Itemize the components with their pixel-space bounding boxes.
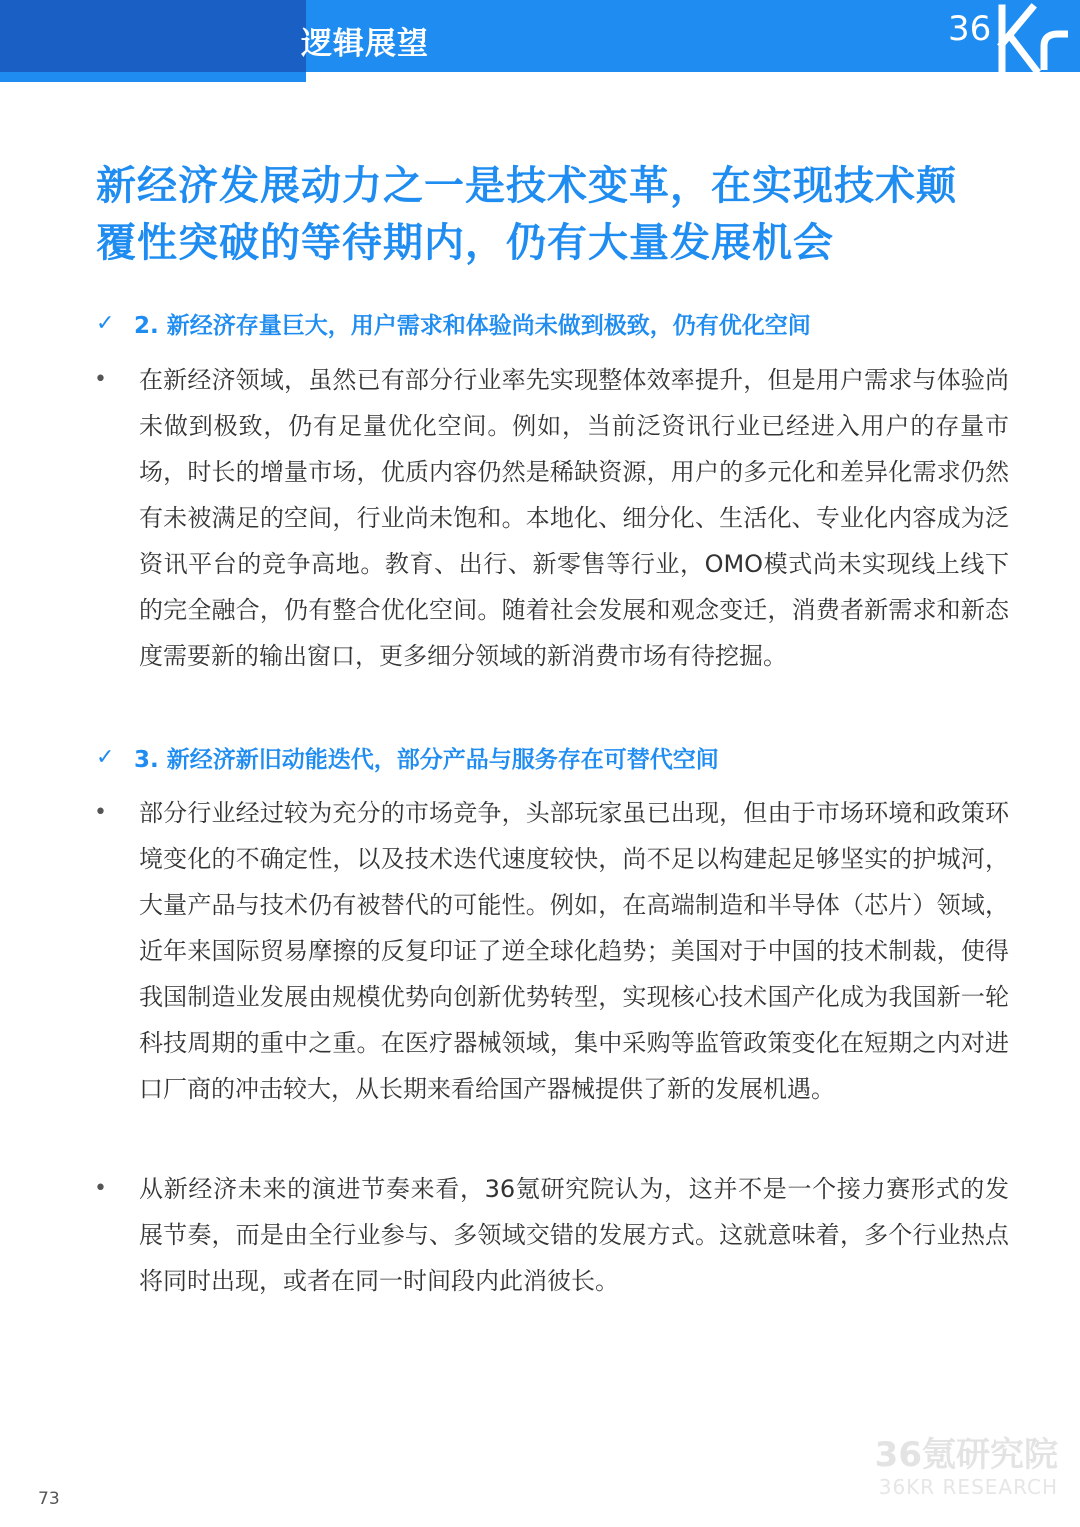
watermark (858, 1435, 1058, 1499)
subheading-2 (96, 307, 1016, 340)
main-title: 新经济发展动力之一是技术变革，在实现技术颠覆性突破的等待期内，仍有大量发展机会 (96, 163, 957, 266)
bullet-icon: • (94, 1176, 107, 1201)
section-title: 逻辑展望 (301, 26, 429, 62)
36kr-logo (940, 0, 1080, 72)
paragraph: 从新经济未来的演进节奏来看，36氪研究院认为，这并不是一个接力赛形式的发展节奏，而是由全行业参与、多领域交错的发展方式。这就意味着，多个行业热点将同时出现，或者在同一时间段内此消彼长。 (139, 1175, 1009, 1295)
bullet-icon: • (94, 800, 107, 825)
header-accent-block (0, 0, 306, 82)
watermark-cn: 36氪研究院 (874, 1435, 1058, 1475)
svg-text:36: 36 (948, 9, 992, 49)
bullet-item (90, 790, 1015, 1112)
bullet-item (90, 1166, 1015, 1304)
subheading-3-text: 3. 新经济新旧动能迭代，部分产品与服务存在可替代空间 (134, 747, 719, 773)
watermark-en: 36KR RESEARCH (878, 1475, 1058, 1499)
checkmark-icon: ✓ (96, 745, 115, 770)
subheading-3 (96, 741, 1016, 774)
subheading-2-text: 2. 新经济存量巨大，用户需求和体验尚未做到极致，仍有优化空间 (134, 313, 811, 339)
bullet-icon: • (94, 367, 107, 392)
bullet-item (90, 357, 1015, 679)
page-number: 73 (38, 1489, 60, 1509)
paragraph: 在新经济领域，虽然已有部分行业率先实现整体效率提升，但是用户需求与体验尚未做到极致，仍有足量优化空间。例如，当前泛资讯行业已经进入用户的存量市场，时长的增量市场，优质内容仍然是稀缺资源，用户的多元化和差异化需求仍然有未被满足的空间，行业尚未饱和。本地化、细分化、生活化、专业化内容成为泛资讯平台的竞争高地。教育、出行、新零售等行业，OMO模式尚未实现线上线下的完全融合，仍有整合优化空间。随着社会发展和观念变迁，消费者新需求和新态度需要新的输出窗口，更多细分领域的新消费市场有待挖掘。 (139, 366, 1009, 670)
paragraph: 部分行业经过较为充分的市场竞争，头部玩家虽已出现，但由于市场环境和政策环境变化的不确定性，以及技术迭代速度较快，尚不足以构建起足够坚实的护城河，大量产品与技术仍有被替代的可能性。例如，在高端制造和半导体（芯片）领域，近年来国际贸易摩擦的反复印证了逆全球化趋势；美国对于中国的技术制裁，使得我国制造业发展由规模优势向创新优势转型，实现核心技术国产化成为我国新一轮科技周期的重中之重。在医疗器械领域，集中采购等监管政策变化在短期之内对进口厂商的冲击较大，从长期来看给国产器械提供了新的发展机遇。 (139, 799, 1009, 1103)
checkmark-icon: ✓ (96, 311, 115, 336)
